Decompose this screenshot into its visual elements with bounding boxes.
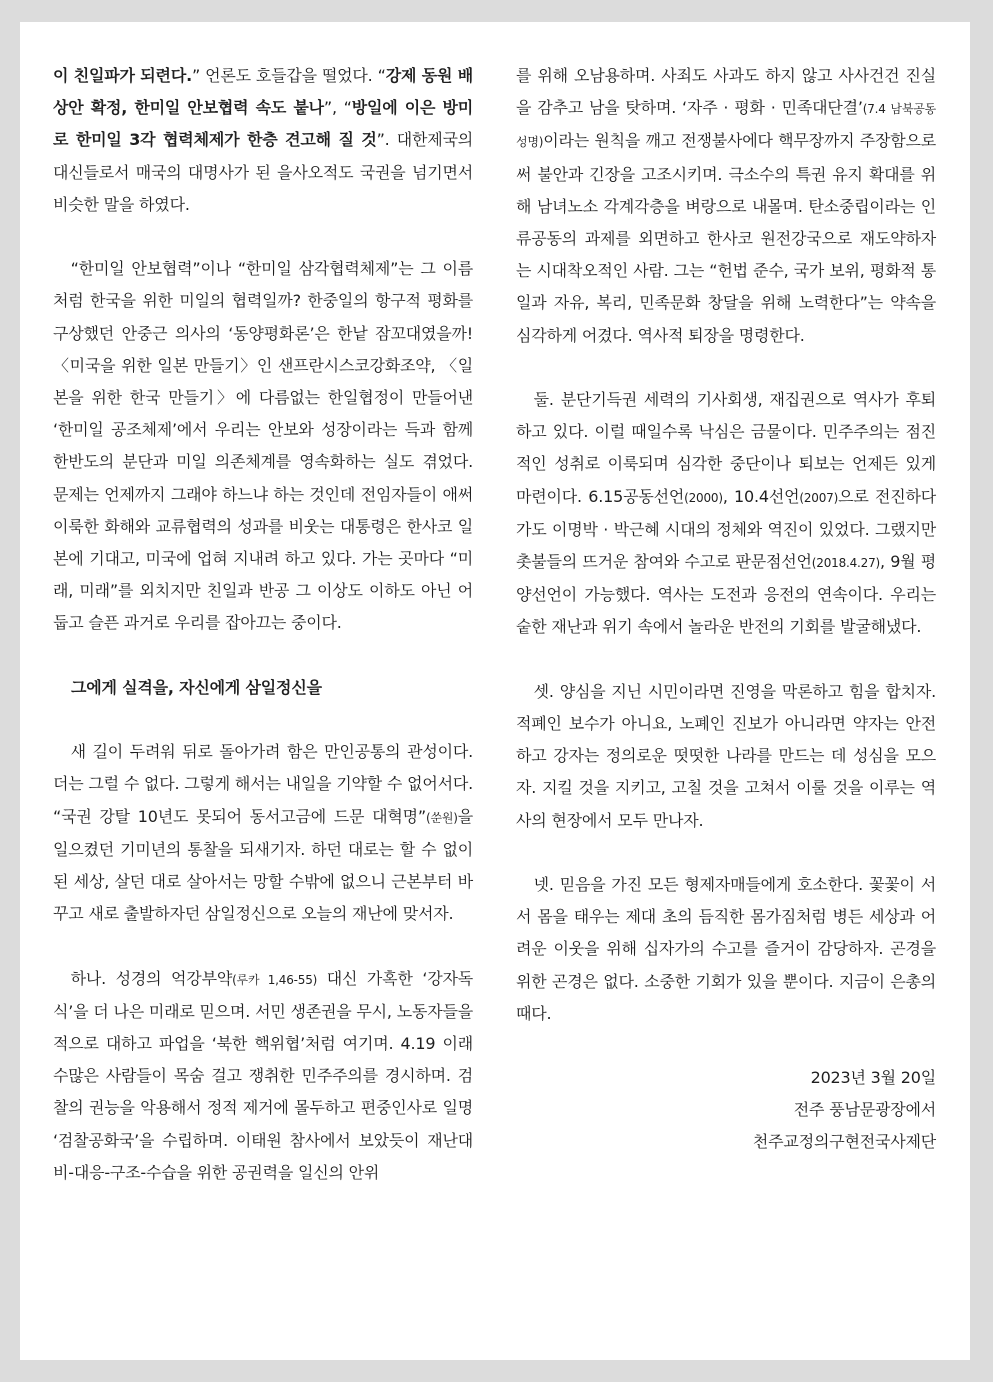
right-column — [516, 60, 936, 1159]
section-heading: 그에게 실격을, 자신에게 삼일정신을 — [71, 677, 322, 697]
paragraph-text: 하나. 성경의 억강부약 — [70, 968, 233, 988]
paragraph-text: 대신 가혹한 ‘강자독식’을 더 나은 미래로 믿으며. 서민 생존권을 무시, 노동자들을 적으로 대하고 파업을 ‘북한 핵위협’처럼 여기며. 4.19 이래 수많은 사람들이 목숨 걸고 쟁취한 민주주의를 경시하며. 검찰의 권능을 악용해서 정적 제거에 몰두하고 편중인사로 일명 ‘검찰공화국’을 수립하며. 이태원 참사에서 보았듯이 재난대비-대응-구조-수습을 위한 공권력을 일신의 안위 — [53, 968, 473, 1182]
paragraph-text: 새 길이 두려워 뒤로 돌아가려 함은 만인공통의 관성이다. 더는 그럴 수 없다. 그렇게 해서는 내일을 기약할 수 없어서다. “국권 강탈 10년도 못되어 동서고금에 드문 대혁명” — [53, 742, 473, 826]
paragraph-alliance: “한미일 안보협력”이나 “한미일 삼각협력체제”는 그 이름처럼 한국을 위한 미일의 협력일까? 한중일의 항구적 평화를 구상했던 안중근 의사의 ‘동양평화론’은 한낱 잠꼬대였을까! 〈미국을 위한 일본 만들기〉인 샌프란시스코강화조약, 〈일본을 위한 한국 만들기〉에 다름없는 한일협정이 만들어낸 ‘한미일 공조체제’에서 우리는 안보와 성장이라는 득과 함께 한반도의 분단과 미일 의존체계를 영속화하는 실도 겪었다. 문제는 언제까지 그래야 하느냐 하는 것인데 전임자들이 애써 이룩한 화해와 교류협력의 성과를 비웃는 대통령은 한사코 일본에 기대고, 미국에 업혀 지내려 하고 있다. 가는 곳마다 “미래, 미래”를 외치지만 친일과 반공 그 이상도 이하도 아닌 어둡고 슬픈 과거로 우리를 잡아끄는 중이다. — [53, 259, 473, 633]
signature-organization: 천주교정의구현전국사제단 — [752, 1132, 936, 1152]
paragraph-point-one-continued — [516, 60, 936, 352]
paragraph-text: 으로 전진하다가도 이명박 · 박근혜 시대의 정체와 역진이 있었다. 그랬지만 촛불들의 뜨거운 참여와 수고로 판문점선언 — [516, 486, 936, 572]
citation: (2007) — [799, 490, 839, 505]
paragraph-point-four: 넷. 믿음을 가진 모든 형제자매들에게 호소한다. 꽃꽃이 서서 몸을 태우는 제대 초의 듬직한 몸가짐처럼 병든 세상과 어려운 이웃을 위해 십자가의 수고를 즐거이 감당하자. 곤경을 위한 곤경은 없다. 소중한 기회가 있을 뿐이다. 지금이 은총의 때다. — [516, 875, 936, 1023]
left-column — [53, 60, 473, 1189]
citation: (2018.4.27) — [811, 556, 881, 571]
citation: (쑨원) — [425, 810, 458, 825]
intro-bold-1: 이 친일파가 되련다. — [53, 66, 192, 85]
paragraph-text: , 10.4선언 — [722, 486, 800, 506]
paragraph-point-three: 셋. 양심을 지닌 시민이라면 진영을 막론하고 힘을 합치자. 적폐인 보수가 아니요, 노폐인 진보가 아니라면 약자는 안전하고 강자는 정의로운 떳떳한 나라를 만드는 데 성심을 모으자. 지킬 것을 지키고, 고칠 것을 고쳐서 이룰 것을 이루는 역사의 현장에서 모두 만나자. — [516, 681, 936, 830]
paragraph-text: , 9월 평양선언이 가능했다. 역사는 도전과 응전의 연속이다. 우리는 숱한 재난과 위기 속에서 놀라운 반전의 기회를 발굴해냈다. — [516, 552, 936, 637]
citation: (7.4 남북공동성명) — [516, 102, 936, 150]
intro-text-3: ”. 대한제국의 대신들로서 매국의 대명사가 된 을사오적도 국권을 넘기면서 비슷한 말을 하였다. — [53, 130, 473, 214]
citation: (2000) — [684, 490, 723, 505]
document-page — [20, 22, 970, 1360]
intro-bold-2: 강제 동원 배상안 확정, 한미일 안보협력 속도 붙나 — [53, 66, 473, 118]
intro-bold-3: 방일에 이은 방미로 한미일 3각 협력체제가 한층 견고해 질 것 — [53, 98, 473, 150]
signature-block — [516, 1030, 936, 1159]
paragraph-march-first-spirit — [53, 736, 473, 930]
paragraph-point-one — [53, 963, 473, 1189]
intro-text-1: ” 언론도 호들갑을 떨었다. “ — [191, 66, 386, 85]
intro-paragraph — [53, 60, 473, 221]
paragraph-text: 를 위해 오남용하며. 사죄도 사과도 하지 않고 사사건건 진실을 감추고 남을 탓하며. ‘자주 · 평화 · 민족대단결’ — [516, 66, 936, 118]
intro-text-2: ”, “ — [323, 98, 352, 118]
paragraph-text: 이라는 원칙을 깨고 전쟁불사에다 핵무장까지 주장함으로써 불안과 긴장을 고조시키며. 극소수의 특권 유지 확대를 위해 남녀노소 각계각층을 벼랑으로 내몰며. 탄소중립이라는 인류공동의 과제를 외면하고 한사코 원전강국으로 재도약하자는 시대착오적인 사람. 그는 “헌법 준수, 국가 보위, 평화적 통일과 자유, 복리, 민족문화 창달을 위해 노력한다”는 약속을 심각하게 어겼다. 역사적 퇴장을 명령한다. — [516, 131, 936, 345]
paragraph-text: 둘. 분단기득권 세력의 기사회생, 재집권으로 역사가 후퇴하고 있다. 이럴 때일수록 낙심은 금물이다. 민주주의는 점진적인 성취로 이룩되며 심각한 중단이나 퇴보는 언제든 있게 마련이다. 6.15공동선언 — [516, 390, 936, 506]
signature-date: 2023년 3월 20일 — [810, 1068, 936, 1088]
signature-place: 전주 풍남문광장에서 — [793, 1100, 936, 1120]
citation: (루카 1,46-55) — [232, 972, 318, 987]
paragraph-text: 을 일으켰던 기미년의 통찰을 되새기자. 하던 대로는 할 수 없이 된 세상, 살던 대로 살아서는 망할 수밖에 없으니 근본부터 바꾸고 새로 출발하자던 삼일정신으로 오늘의 재난에 맞서자. — [53, 806, 473, 924]
paragraph-point-two — [516, 384, 936, 644]
